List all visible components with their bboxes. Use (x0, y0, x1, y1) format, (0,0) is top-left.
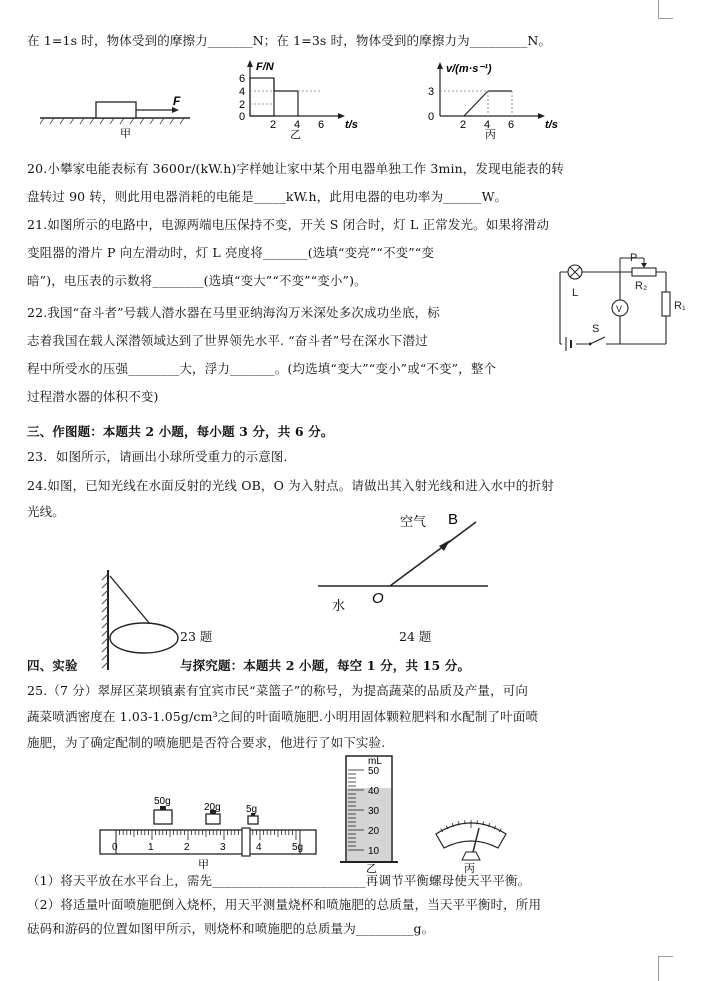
bing-ylabel: v/(m·s⁻¹) (446, 63, 492, 75)
q20-line1: 20.小攀家电能表标有 3600r/(kW.h)字样她让家中某个用电器单独工作 3min，发现电能表的转 (27, 159, 564, 177)
q21-line3: 暗”)，电压表的示数将________(选填“变大”“不变”“变小”)。 (27, 271, 367, 289)
figure-balance-cylinder-pointer (98, 748, 538, 874)
yi-xlabel: t/s (345, 119, 358, 131)
yi-xtick-4: 4 (294, 119, 300, 131)
caption-jia-bottom: 甲 (198, 858, 209, 871)
weight-50g: 50g (154, 796, 171, 807)
section-4-heading-a: 四、实验 (27, 656, 78, 674)
bing-xtick-6: 6 (508, 119, 514, 131)
label-water: 水 (332, 598, 345, 613)
page-corner-bottom-right (658, 956, 673, 981)
bing-ytick-3: 3 (428, 86, 434, 98)
scale-1: 1 (148, 842, 154, 853)
yi-xtick-2: 2 (270, 119, 276, 131)
q19-tail: 在 1=1s 时，物体受到的摩擦力_______N；在 1=3s 时，物体受到的摩擦力为_________N。 (27, 31, 551, 49)
scale-0: 0 (112, 842, 118, 853)
measuring-cylinder (340, 756, 398, 874)
q22-line2: 志着我国在载人深潜领域达到了世界领先水平. “奋斗者”号在深水下潜过 (27, 331, 428, 349)
q25-line2: 蔬菜喷洒密度在 1.03-1.05g/cm³之间的叶面喷施肥.小明用固体颗粒肥料和水配制了叶面喷 (27, 707, 538, 725)
q21-line1: 21.如图所示的电路中，电源两端电压保持不变，开关 S 闭合时，灯 L 正常发光。如果将滑动 (27, 215, 549, 233)
caption-bing-top: 丙 (485, 128, 496, 141)
circuit-label-S: S (592, 323, 599, 335)
force-time-graph (239, 60, 358, 141)
yi-xtick-6: 6 (318, 119, 324, 131)
velocity-time-graph (428, 62, 558, 141)
q22-line3: 程中所受水的压强________大，浮力_______。(均选填“变大”“变小”或“不变”，整个 (27, 359, 496, 377)
beam-scale (100, 828, 316, 871)
label-B: B (448, 511, 458, 528)
q23: 23．如图所示，请画出小球所受重力的示意图． (27, 447, 296, 465)
cyl-20: 20 (368, 826, 380, 837)
yi-ytick-0: 0 (239, 111, 245, 123)
figure-friction-graphs (40, 58, 600, 142)
yi-ylabel: F/N (256, 61, 275, 73)
caption-yi-bottom: 乙 (366, 862, 377, 874)
bing-origin: 0 (428, 111, 434, 123)
figure-23-hanging-ball (98, 566, 188, 672)
q25-line1: 25.（7 分）翠屏区菜坝镇素有宜宾市民“菜篮子”的称号，为提高蔬菜的品质及产量，可向 (27, 681, 528, 699)
circuit-label-L: L (572, 287, 578, 299)
page-corner-top-right (658, 0, 673, 19)
q25-line3: 施肥，为了确定配制的喷施肥是否符合要求，他进行了如下实验. (27, 733, 385, 751)
section-3-heading: 三、作图题：本题共 2 小题，每小题 3 分，共 6 分。 (27, 422, 334, 440)
label-air: 空气 (400, 514, 426, 529)
bing-xtick-4: 4 (484, 119, 490, 131)
cyl-50: 50 (368, 766, 380, 777)
yi-ytick-6: 6 (239, 73, 245, 85)
q22-line4: 过程潜水器的体积不变) (27, 387, 159, 405)
weight-5g: 5g (246, 804, 257, 815)
q20-line2: 盘转过 90 转，则此用电器消耗的电能是_____kW.h，此用电器的电功率为______W。 (27, 187, 507, 205)
cyl-30: 30 (368, 806, 380, 817)
cyl-10: 10 (368, 846, 380, 857)
label-O: O (372, 590, 384, 607)
q25-part1: （1）将天平放在水平台上，需先________________________再调节平衡螺母使天平平衡。 (27, 871, 530, 889)
q22-line1: 22.我国“奋斗者”号载人潜水器在马里亚纳海沟万米深处多次成功坐底，标 (27, 303, 440, 321)
bing-xlabel: t/s (545, 119, 558, 131)
caption-24: 24 题 (399, 627, 431, 645)
q24-line2: 光线。 (27, 502, 65, 520)
yi-ytick-2: 2 (239, 99, 245, 111)
scale-2: 2 (184, 842, 190, 853)
q25-part2-line1: （2）将适量叶面喷施肥倒入烧杯，用天平测量烧杯和喷施肥的总质量，当天平平衡时，所用 (27, 895, 541, 913)
block-diagram (40, 94, 190, 140)
scale-3: 3 (220, 842, 226, 853)
force-label: F (173, 94, 181, 108)
circuit-diagram (548, 252, 698, 352)
caption-yi-top: 乙 (290, 128, 301, 141)
caption-bing-bottom: 丙 (464, 862, 475, 874)
figure-24-light-reflection (318, 500, 498, 620)
yi-ytick-4: 4 (239, 86, 245, 98)
cyl-40: 40 (368, 786, 380, 797)
weight-20g: 20g (204, 802, 221, 813)
q21-line2: 变阻器的滑片 P 向左滑动时，灯 L 亮度将_______(选填“变亮”“不变”“变 (27, 243, 434, 261)
circuit-label-R1: R₁ (674, 300, 686, 312)
q24-line1: 24.如图，已知光线在水面反射的光线 OB，O 为入射点。请做出其入射光线和进入水中的折射 (27, 476, 554, 494)
circuit-label-R2: R₂ (635, 280, 647, 292)
weights (154, 796, 258, 824)
section-4-heading-b: 与探究题：本题共 2 小题，每空 1 分，共 15 分。 (180, 656, 470, 674)
q25-part2-line2: 砝码和游码的位置如图甲所示，则烧杯和喷施肥的总质量为_________g。 (27, 919, 434, 937)
balance-pointer-dial (436, 820, 506, 874)
circuit-label-P: P (630, 252, 637, 264)
scale-5: 5g (292, 842, 303, 853)
scale-4: 4 (256, 842, 262, 853)
caption-23: 23 题 (180, 627, 212, 645)
cyl-unit: mL (368, 756, 382, 767)
circuit-label-V: V (616, 304, 622, 314)
caption-jia-top: 甲 (120, 127, 131, 140)
bing-xtick-2: 2 (460, 119, 466, 131)
